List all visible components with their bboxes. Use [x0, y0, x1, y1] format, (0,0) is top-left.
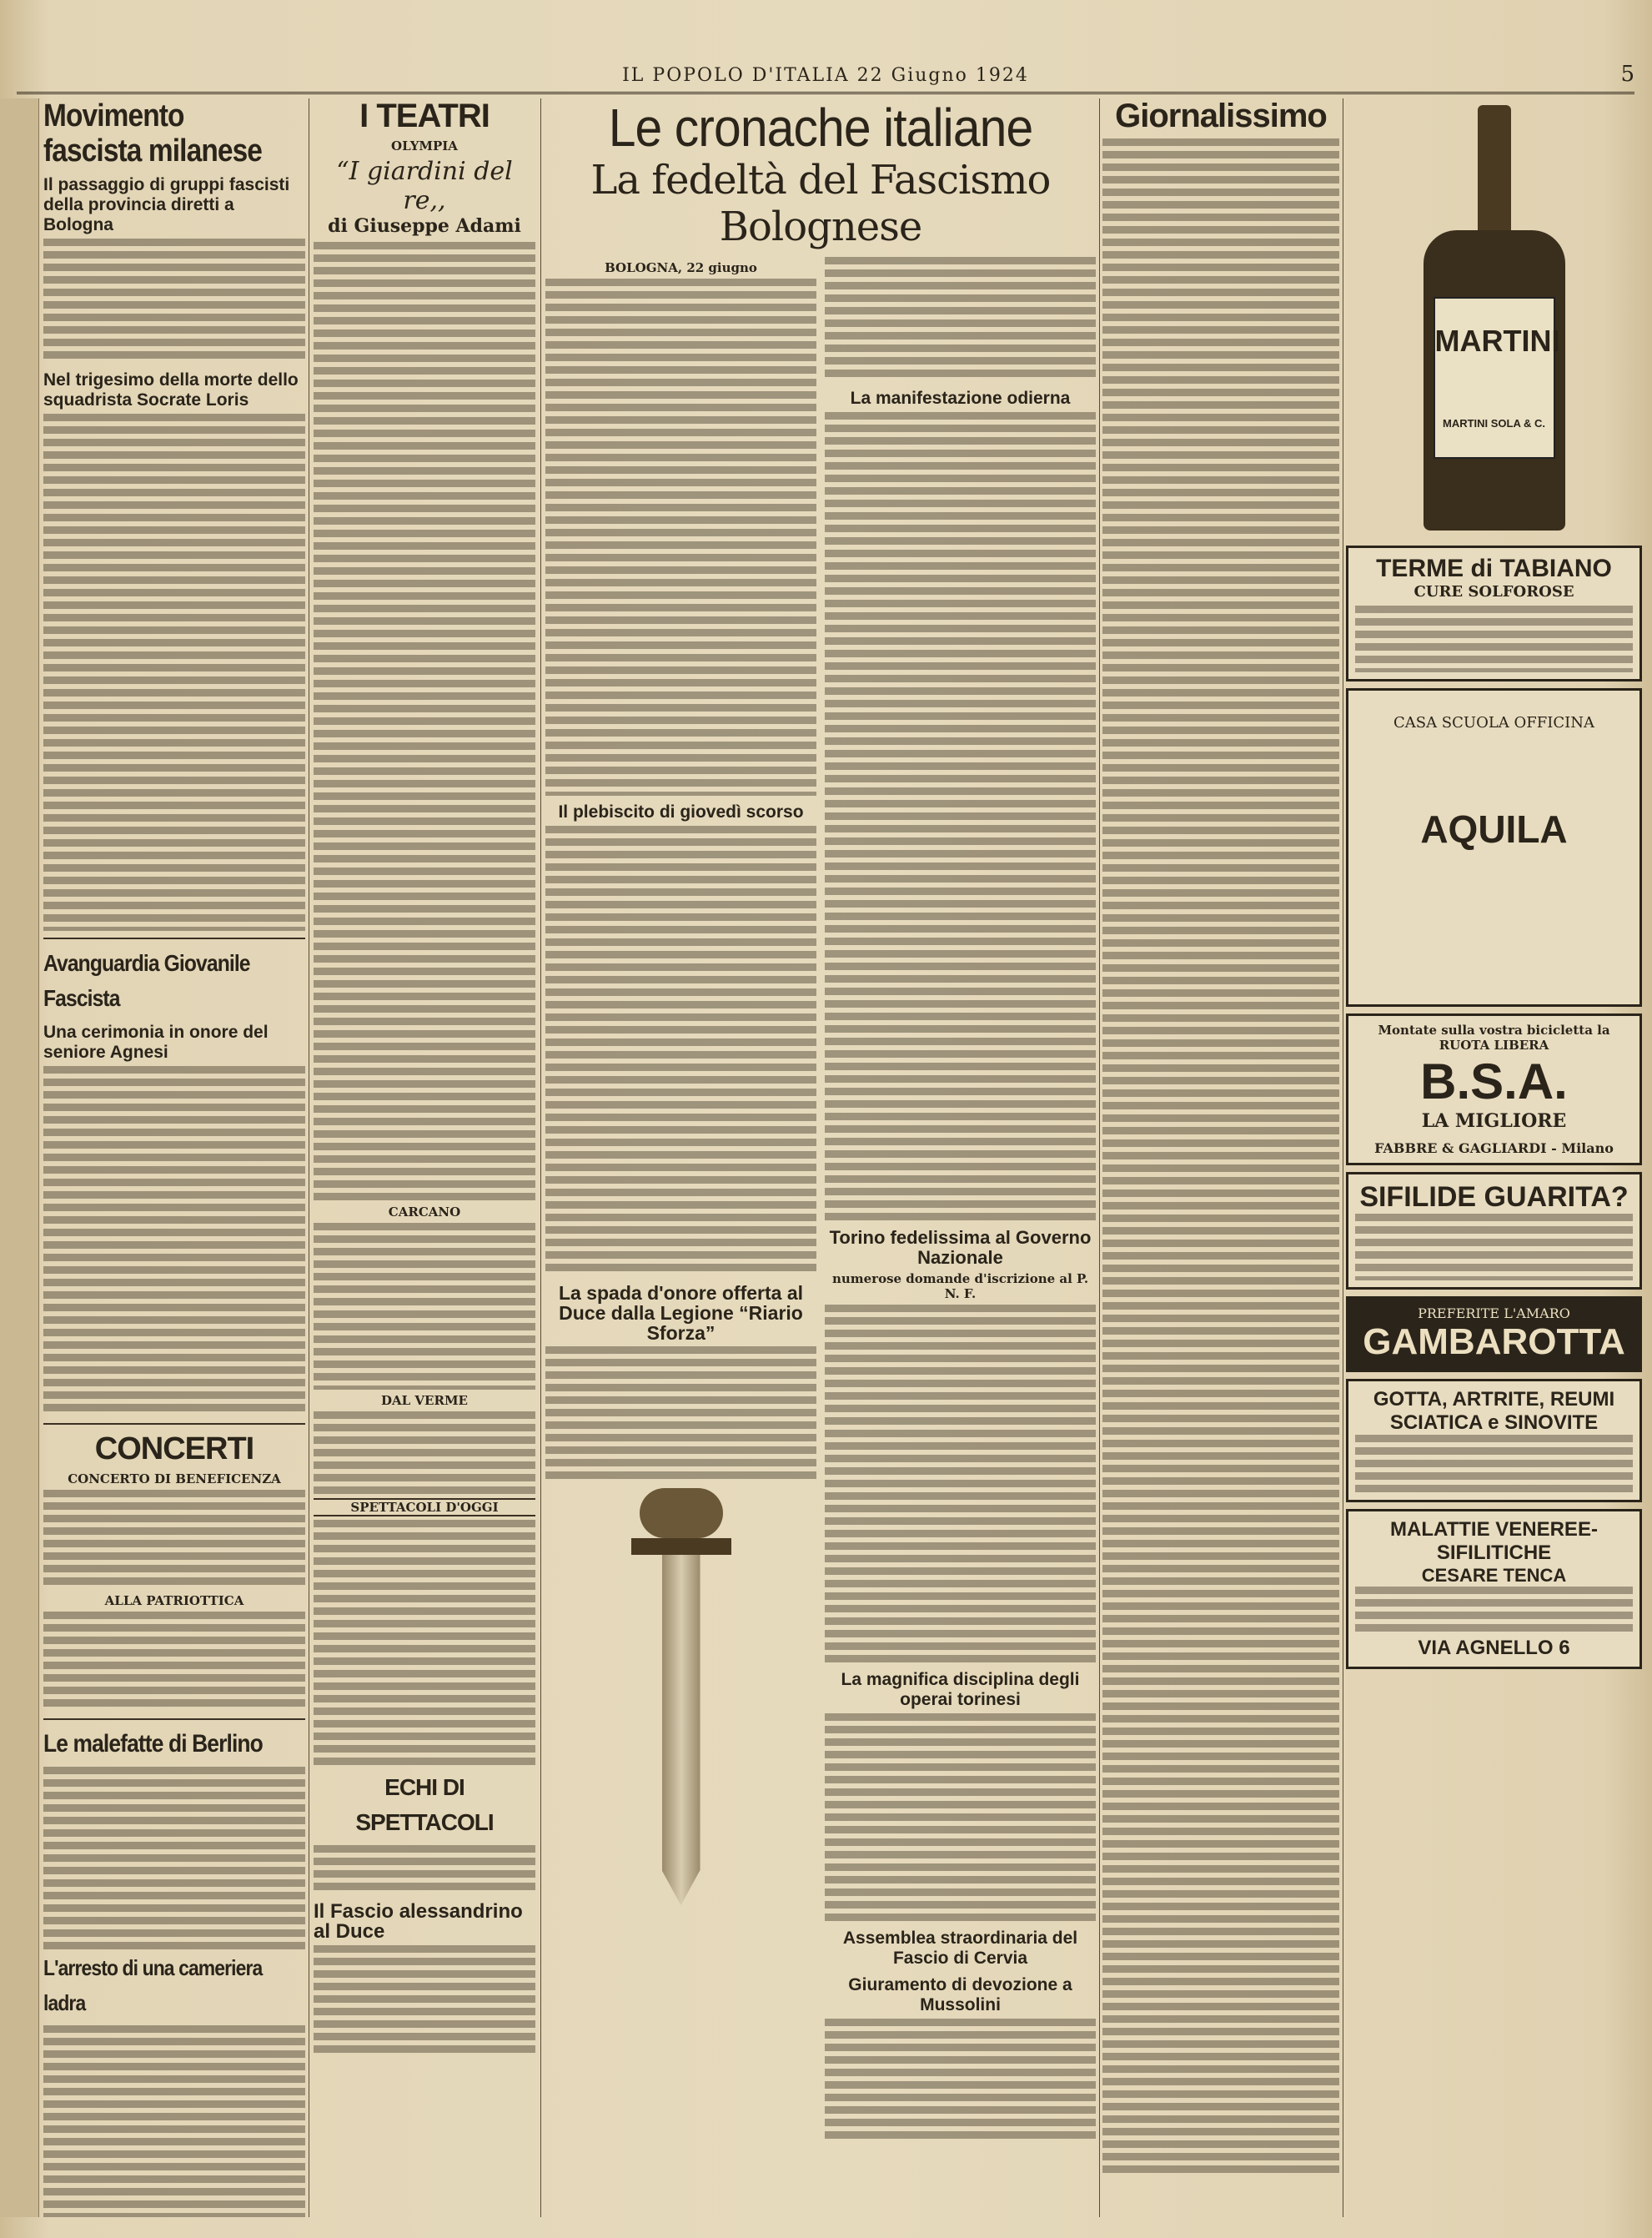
article-text [545, 279, 816, 796]
gambarotta-ad [1346, 1296, 1642, 1372]
sword-photograph [631, 1488, 731, 1939]
tenca-address: VIA AGNELLO 6 [1418, 1637, 1570, 1659]
subhead-carcano: CARCANO [388, 1204, 461, 1220]
column-ads [1346, 98, 1642, 2217]
headline-fedelta: La fedeltà del Fascismo Bolognese [590, 157, 1051, 250]
article-text [825, 1305, 1096, 1663]
subhead-passaggio: Il passaggio di gruppi fascisti della provincia diretti a Bologna [43, 175, 290, 234]
tenca-ad [1346, 1509, 1642, 1669]
sifilide-title: SIFILIDE GUARITA? [1359, 1181, 1629, 1213]
article-text [43, 1066, 305, 1416]
tabiano-sub: CURE SOLFOROSE [1413, 583, 1574, 601]
tabiano-text [1355, 606, 1633, 672]
previous-page-edge [0, 98, 39, 2217]
bsa-sub: LA MIGLIORE [1421, 1110, 1567, 1132]
subhead-manifestazione: La manifestazione odierna [850, 389, 1071, 408]
headline-cronache: Le cronache italiane [608, 98, 1033, 158]
article-body [545, 257, 1096, 2144]
tenca-text [1355, 1587, 1633, 1637]
listings-text [314, 1520, 535, 1770]
headline-giornalissimo: Giornalissimo [1115, 98, 1327, 134]
article-text [43, 1490, 305, 1590]
gotta-title: GOTTA, ARTRITE, REUMI SCIATICA e SINOVITE [1373, 1388, 1615, 1434]
aquila-top: CASA SCUOLA OFFICINA [1393, 714, 1594, 732]
divider [43, 1718, 305, 1720]
subhead-trigesimo: Nel trigesimo della morte dello squadrista Socrate Loris [43, 370, 299, 410]
gotta-text [1355, 1435, 1633, 1493]
article-text [43, 2025, 305, 2217]
bsa-top: Montate sulla vostra bicicletta la RUOTA LIBERA [1378, 1023, 1610, 1053]
headline-avanguardia: Avanguardia Giovanile Fascista [43, 950, 250, 1011]
article-text [825, 2019, 1096, 2144]
martini-logo: MARTINI [1434, 324, 1560, 358]
masthead-title: IL POPOLO D'ITALIA 22 Giugno 1924 [622, 65, 1029, 86]
article-text [314, 1845, 535, 1895]
subhead-torino: numerose domande d'iscrizione al P. N. F. [831, 1271, 1089, 1301]
tenca-title: MALATTIE VENEREE-SIFILITICHE [1390, 1518, 1598, 1564]
bsa-foot: FABBRE & GAGLIARDI - Milano [1374, 1140, 1614, 1156]
bsa-logo: B.S.A. [1420, 1054, 1568, 1109]
bsa-ad [1346, 1013, 1642, 1165]
subhead-olympia: OLYMPIA [391, 138, 458, 153]
headline-spada: La spada d'onore offerta al Duce dalla Legione “Riario Sforza” [558, 1282, 804, 1344]
aquila-logo: AQUILA [1420, 807, 1568, 851]
headline-concerti: CONCERTI [94, 1431, 254, 1466]
article-text [1102, 138, 1339, 2174]
aquila-ad [1346, 688, 1642, 1007]
dateline: BOLOGNA, 22 giugno [605, 260, 757, 275]
divider [43, 938, 305, 939]
bottle-neck [1478, 105, 1511, 230]
subhead-patriottica: ALLA PATRIOTTICA [104, 1593, 244, 1608]
subhead-cervia: Assemblea straordinaria del Fascio di Cervia [842, 1929, 1078, 1968]
bottle-body [1424, 230, 1565, 531]
bottle-label [1434, 297, 1560, 459]
article-text [825, 412, 1096, 1221]
column-rule [1099, 98, 1100, 2217]
martini-bottle-ad [1419, 105, 1569, 539]
article-text [43, 239, 305, 364]
article-text [314, 1411, 535, 1495]
sifilide-text [1355, 1214, 1633, 1280]
gambarotta-top: PREFERITE L'AMARO [1418, 1305, 1570, 1321]
headline-fascio-alessandrino: Il Fascio alessandrino al Duce [314, 1900, 523, 1943]
subhead-spettacoli: SPETTACOLI D'OGGI [314, 1498, 535, 1516]
masthead [17, 58, 1634, 94]
headline-echi: ECHI DI SPETTACOLI [355, 1774, 494, 1835]
headline-teatri: I TEATRI [359, 98, 490, 134]
headline-giardini: “I giardini del re,, [336, 157, 513, 215]
article-col-right [825, 257, 1096, 2144]
article-text [43, 1767, 305, 1950]
subhead-adami: di Giuseppe Adami [328, 215, 521, 237]
column-2 [314, 98, 535, 2217]
tabiano-ad [1346, 546, 1642, 681]
headline-berlino: Le malefatte di Berlino [43, 1730, 263, 1758]
column-4 [1102, 98, 1339, 2217]
subhead-concerto: CONCERTO DI BENEFICENZA [68, 1471, 281, 1486]
column-rule [540, 98, 541, 2217]
headline-movimento: Movimento fascista milanese [43, 98, 263, 168]
subhead-giuramento: Giuramento di devozione a Mussolini [848, 1975, 1072, 2014]
divider [43, 1423, 305, 1425]
headline-cameriera: L'arresto di una cameriera ladra [43, 1955, 263, 2015]
martini-maker: MARTINI SOLA & C. [1442, 417, 1545, 430]
article-text [314, 1945, 535, 2054]
tenca-name: CESARE TENCA [1421, 1565, 1567, 1586]
sword-blade [662, 1555, 700, 1905]
gambarotta-logo: GAMBAROTTA [1363, 1321, 1625, 1362]
article-text [314, 242, 535, 1201]
subhead-cerimonia: Una cerimonia in onore del seniore Agnesi [43, 1023, 269, 1062]
article-text [43, 1612, 305, 1712]
article-col-left [545, 257, 816, 2144]
sword-hilt [640, 1488, 723, 1538]
tabiano-title: TERME di TABIANO [1376, 555, 1612, 582]
article-text [825, 1713, 1096, 1922]
subhead-dal-verme: DAL VERME [381, 1393, 468, 1408]
article-text [43, 414, 305, 931]
column-1 [43, 98, 305, 2217]
article-text [545, 826, 816, 1276]
subhead-disciplina: La magnifica disciplina degli operai torinesi [841, 1670, 1080, 1709]
article-text [314, 1223, 535, 1390]
headline-torino: Torino fedelissima al Governo Nazionale [829, 1227, 1092, 1268]
sword-guard [631, 1538, 731, 1555]
subhead-plebiscito: Il plebiscito di giovedì scorso [558, 802, 804, 822]
article-text [825, 257, 1096, 382]
article-text [545, 1346, 816, 1480]
sifilide-ad [1346, 1172, 1642, 1290]
column-3 [545, 98, 1096, 2217]
page-number: 5 [1620, 62, 1634, 87]
gotta-ad [1346, 1379, 1642, 1502]
